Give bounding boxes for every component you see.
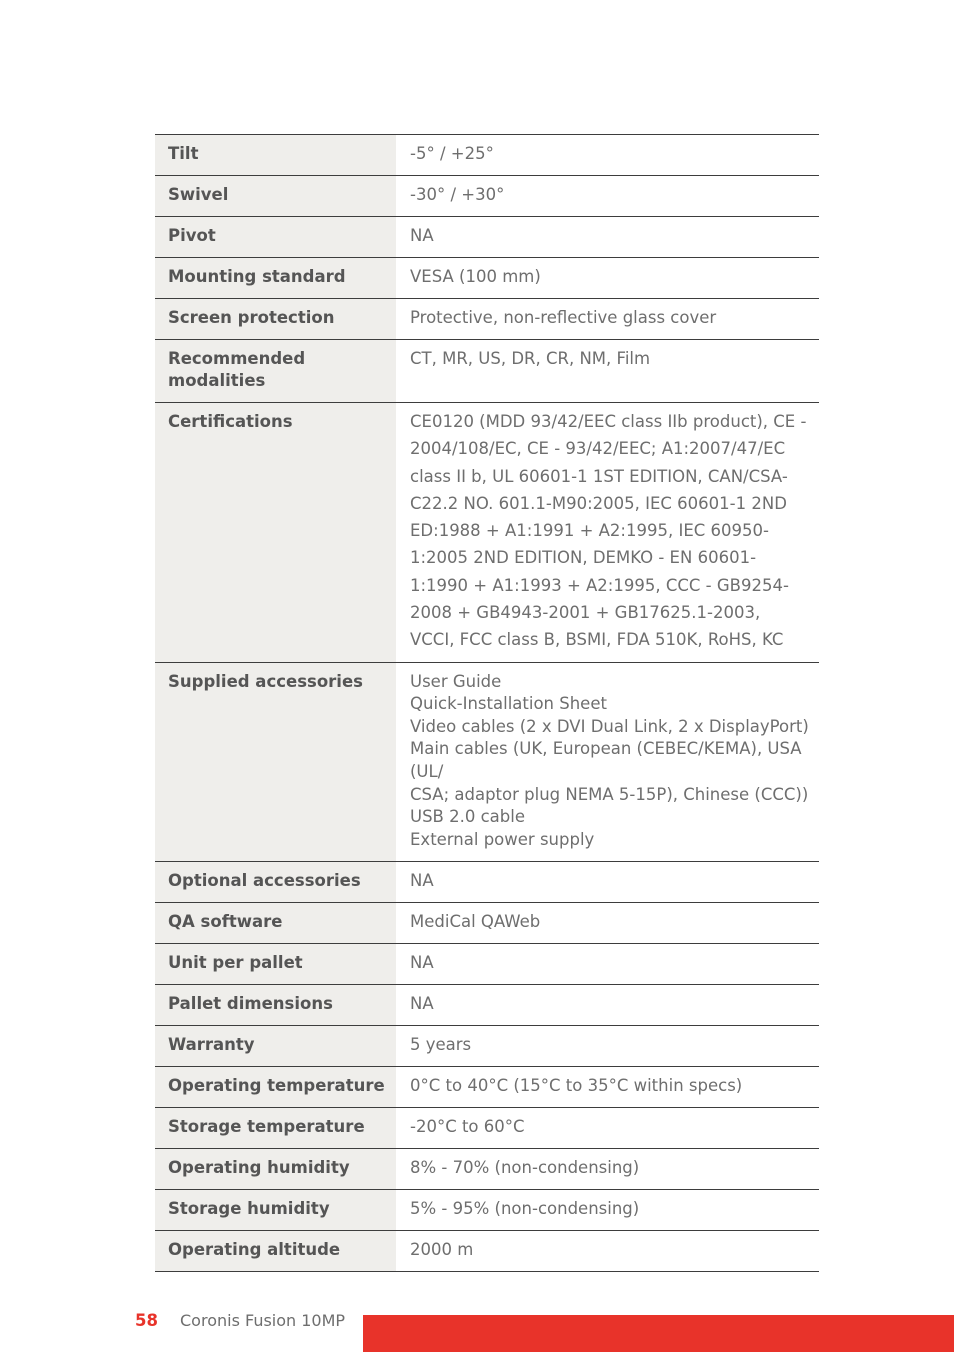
accessory-line: External power supply	[410, 829, 595, 849]
spec-row-tilt	[155, 135, 819, 176]
spec-label: Screen protection	[155, 299, 396, 340]
spec-row-warranty	[155, 1026, 819, 1067]
spec-row-operating-temperature	[155, 1067, 819, 1108]
spec-label: Certifications	[155, 403, 396, 663]
spec-row-operating-humidity	[155, 1149, 819, 1190]
spec-value: 5 years	[396, 1026, 819, 1067]
spec-row-storage-humidity	[155, 1190, 819, 1231]
spec-row-operating-altitude	[155, 1231, 819, 1272]
spec-label: Unit per pallet	[155, 944, 396, 985]
accessory-line: Video cables (2 x DVI Dual Link, 2 x DisplayPort)	[410, 716, 809, 736]
spec-row-swivel	[155, 176, 819, 217]
spec-value: 5% - 95% (non-condensing)	[396, 1190, 819, 1231]
spec-value: MediCal QAWeb	[396, 903, 819, 944]
accessory-line: User Guide	[410, 671, 502, 691]
spec-value: VESA (100 mm)	[396, 258, 819, 299]
spec-label: Recommended modalities	[155, 340, 396, 403]
spec-value: -5° / +25°	[396, 135, 819, 176]
spec-row-optional-accessories	[155, 862, 819, 903]
spec-row-pallet-dimensions	[155, 985, 819, 1026]
spec-value: 2000 m	[396, 1231, 819, 1272]
spec-row-mounting-standard	[155, 258, 819, 299]
spec-label: Mounting standard	[155, 258, 396, 299]
spec-value: NA	[396, 217, 819, 258]
spec-label: Supplied accessories	[155, 662, 396, 862]
document-title: Coronis Fusion 10MP	[180, 1311, 346, 1330]
spec-row-supplied-accessories	[155, 662, 819, 862]
spec-row-pivot	[155, 217, 819, 258]
accessory-line: USB 2.0 cable	[410, 807, 525, 827]
spec-label: Operating altitude	[155, 1231, 396, 1272]
accessory-line: Quick-Installation Sheet	[410, 694, 607, 714]
page-number: 58	[135, 1311, 158, 1330]
spec-value: NA	[396, 944, 819, 985]
spec-label: Swivel	[155, 176, 396, 217]
spec-row-recommended-modalities	[155, 340, 819, 403]
spec-label: QA software	[155, 903, 396, 944]
spec-value: Protective, non-reflective glass cover	[396, 299, 819, 340]
spec-label: Optional accessories	[155, 862, 396, 903]
spec-label: Storage humidity	[155, 1190, 396, 1231]
spec-label: Storage temperature	[155, 1108, 396, 1149]
spec-value: 8% - 70% (non-condensing)	[396, 1149, 819, 1190]
spec-row-qa-software	[155, 903, 819, 944]
spec-value: CE0120 (MDD 93/42/EEC class IIb product), CE - 2004/108/EC, CE - 93/42/EEC; A1:2007/47/EC class II b, UL 60601-1 1ST EDITION, CAN/CSA-C22.2 NO. 601.1-M90:2005, IEC 60601-1 2ND ED:1988 + A1:1991 + A2:1995, IEC 60950-1:2005 2ND EDITION, DEMKO - EN 60601-1:1990 + A1:1993 + A2:1995, CCC - GB9254-2008 + GB4943-2001 + GB17625.1-2003, VCCI, FCC class B, BSMI, FDA 510K, RoHS, KC	[396, 403, 819, 663]
spec-value	[396, 662, 819, 862]
spec-value: NA	[396, 985, 819, 1026]
spec-value: 0°C to 40°C (15°C to 35°C within specs)	[396, 1067, 819, 1108]
spec-value: -30° / +30°	[396, 176, 819, 217]
accessory-line: Main cables (UK, European (CEBEC/KEMA), USA (UL/	[410, 739, 802, 782]
accessory-line: CSA; adaptor plug NEMA 5-15P), Chinese (CCC))	[410, 784, 809, 804]
spec-row-storage-temperature	[155, 1108, 819, 1149]
spec-label: Tilt	[155, 135, 396, 176]
spec-label: Pallet dimensions	[155, 985, 396, 1026]
spec-row-unit-per-pallet	[155, 944, 819, 985]
spec-label: Pivot	[155, 217, 396, 258]
spec-row-certifications	[155, 403, 819, 663]
spec-value: -20°C to 60°C	[396, 1108, 819, 1149]
spec-label: Operating humidity	[155, 1149, 396, 1190]
footer-accent-bar	[363, 1315, 954, 1352]
spec-label: Operating temperature	[155, 1067, 396, 1108]
spec-row-screen-protection	[155, 299, 819, 340]
spec-label: Warranty	[155, 1026, 396, 1067]
spec-table	[155, 134, 819, 1272]
spec-value: CT, MR, US, DR, CR, NM, Film	[396, 340, 819, 403]
spec-value: NA	[396, 862, 819, 903]
